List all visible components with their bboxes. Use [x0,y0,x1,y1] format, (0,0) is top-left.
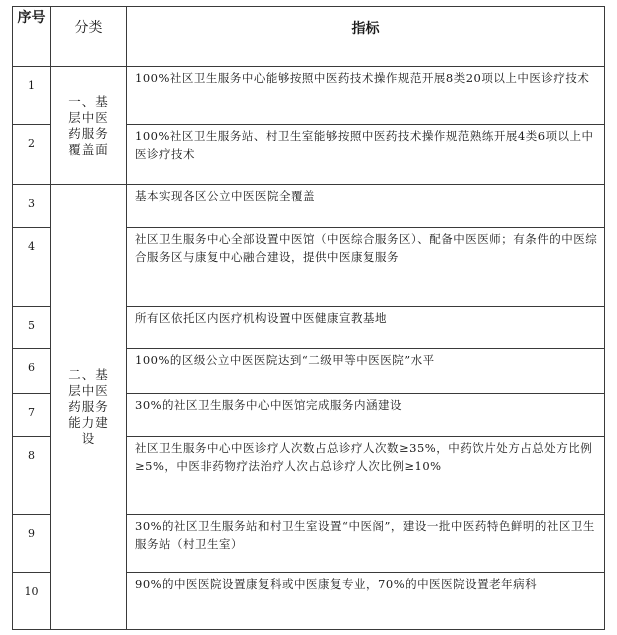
indicator-cell: 100%社区卫生服务站、村卫生室能够按照中医药技术操作规范熟练开展4类6项以上中医诊疗技术 [127,125,605,185]
indicator-cell: 基本实现各区公立中医医院全覆盖 [127,185,605,228]
indicator-table [12,6,605,630]
indicator-cell: 社区卫生服务中心全部设置中医馆（中医综合服务区）、配备中医医师；有条件的中医综合服务区与康复中心融合建设，提供中医康复服务 [127,228,605,307]
category-label: 二、基层中医药服务能力建设 [68,367,109,446]
table-row [13,67,605,125]
header-row [13,7,605,67]
row-number: 2 [13,125,51,185]
indicator-cell: 30%的社区卫生服务站和村卫生室设置“中医阁”，建设一批中医药特色鲜明的社区卫生服务站（村卫生室） [127,515,605,573]
header-number: 序号 [13,7,51,67]
row-number: 4 [13,228,51,307]
row-number: 6 [13,349,51,394]
row-number: 5 [13,307,51,349]
row-number: 10 [13,573,51,630]
row-number: 9 [13,515,51,573]
indicator-cell: 100%的区级公立中医医院达到“二级甲等中医医院”水平 [127,349,605,394]
row-number: 1 [13,67,51,125]
indicator-cell: 90%的中医医院设置康复科或中医康复专业，70%的中医医院设置老年病科 [127,573,605,630]
indicator-cell: 社区卫生服务中心中医诊疗人次数占总诊疗人次数≥35%，中药饮片处方占总处方比例≥5%，中医非药物疗法治疗人次占总诊疗人次比例≥10% [127,437,605,515]
row-number: 7 [13,394,51,437]
category-cell [51,185,127,630]
table-row [13,185,605,228]
indicator-cell: 30%的社区卫生服务中心中医馆完成服务内涵建设 [127,394,605,437]
row-number: 3 [13,185,51,228]
row-number: 8 [13,437,51,515]
category-cell [51,67,127,185]
indicator-cell: 100%社区卫生服务中心能够按照中医药技术操作规范开展8类20项以上中医诊疗技术 [127,67,605,125]
category-label: 一、基层中医药服务覆盖面 [68,93,109,157]
header-category: 分类 [51,7,127,67]
indicator-cell: 所有区依托区内医疗机构设置中医健康宣教基地 [127,307,605,349]
header-indicator: 指标 [127,7,605,67]
